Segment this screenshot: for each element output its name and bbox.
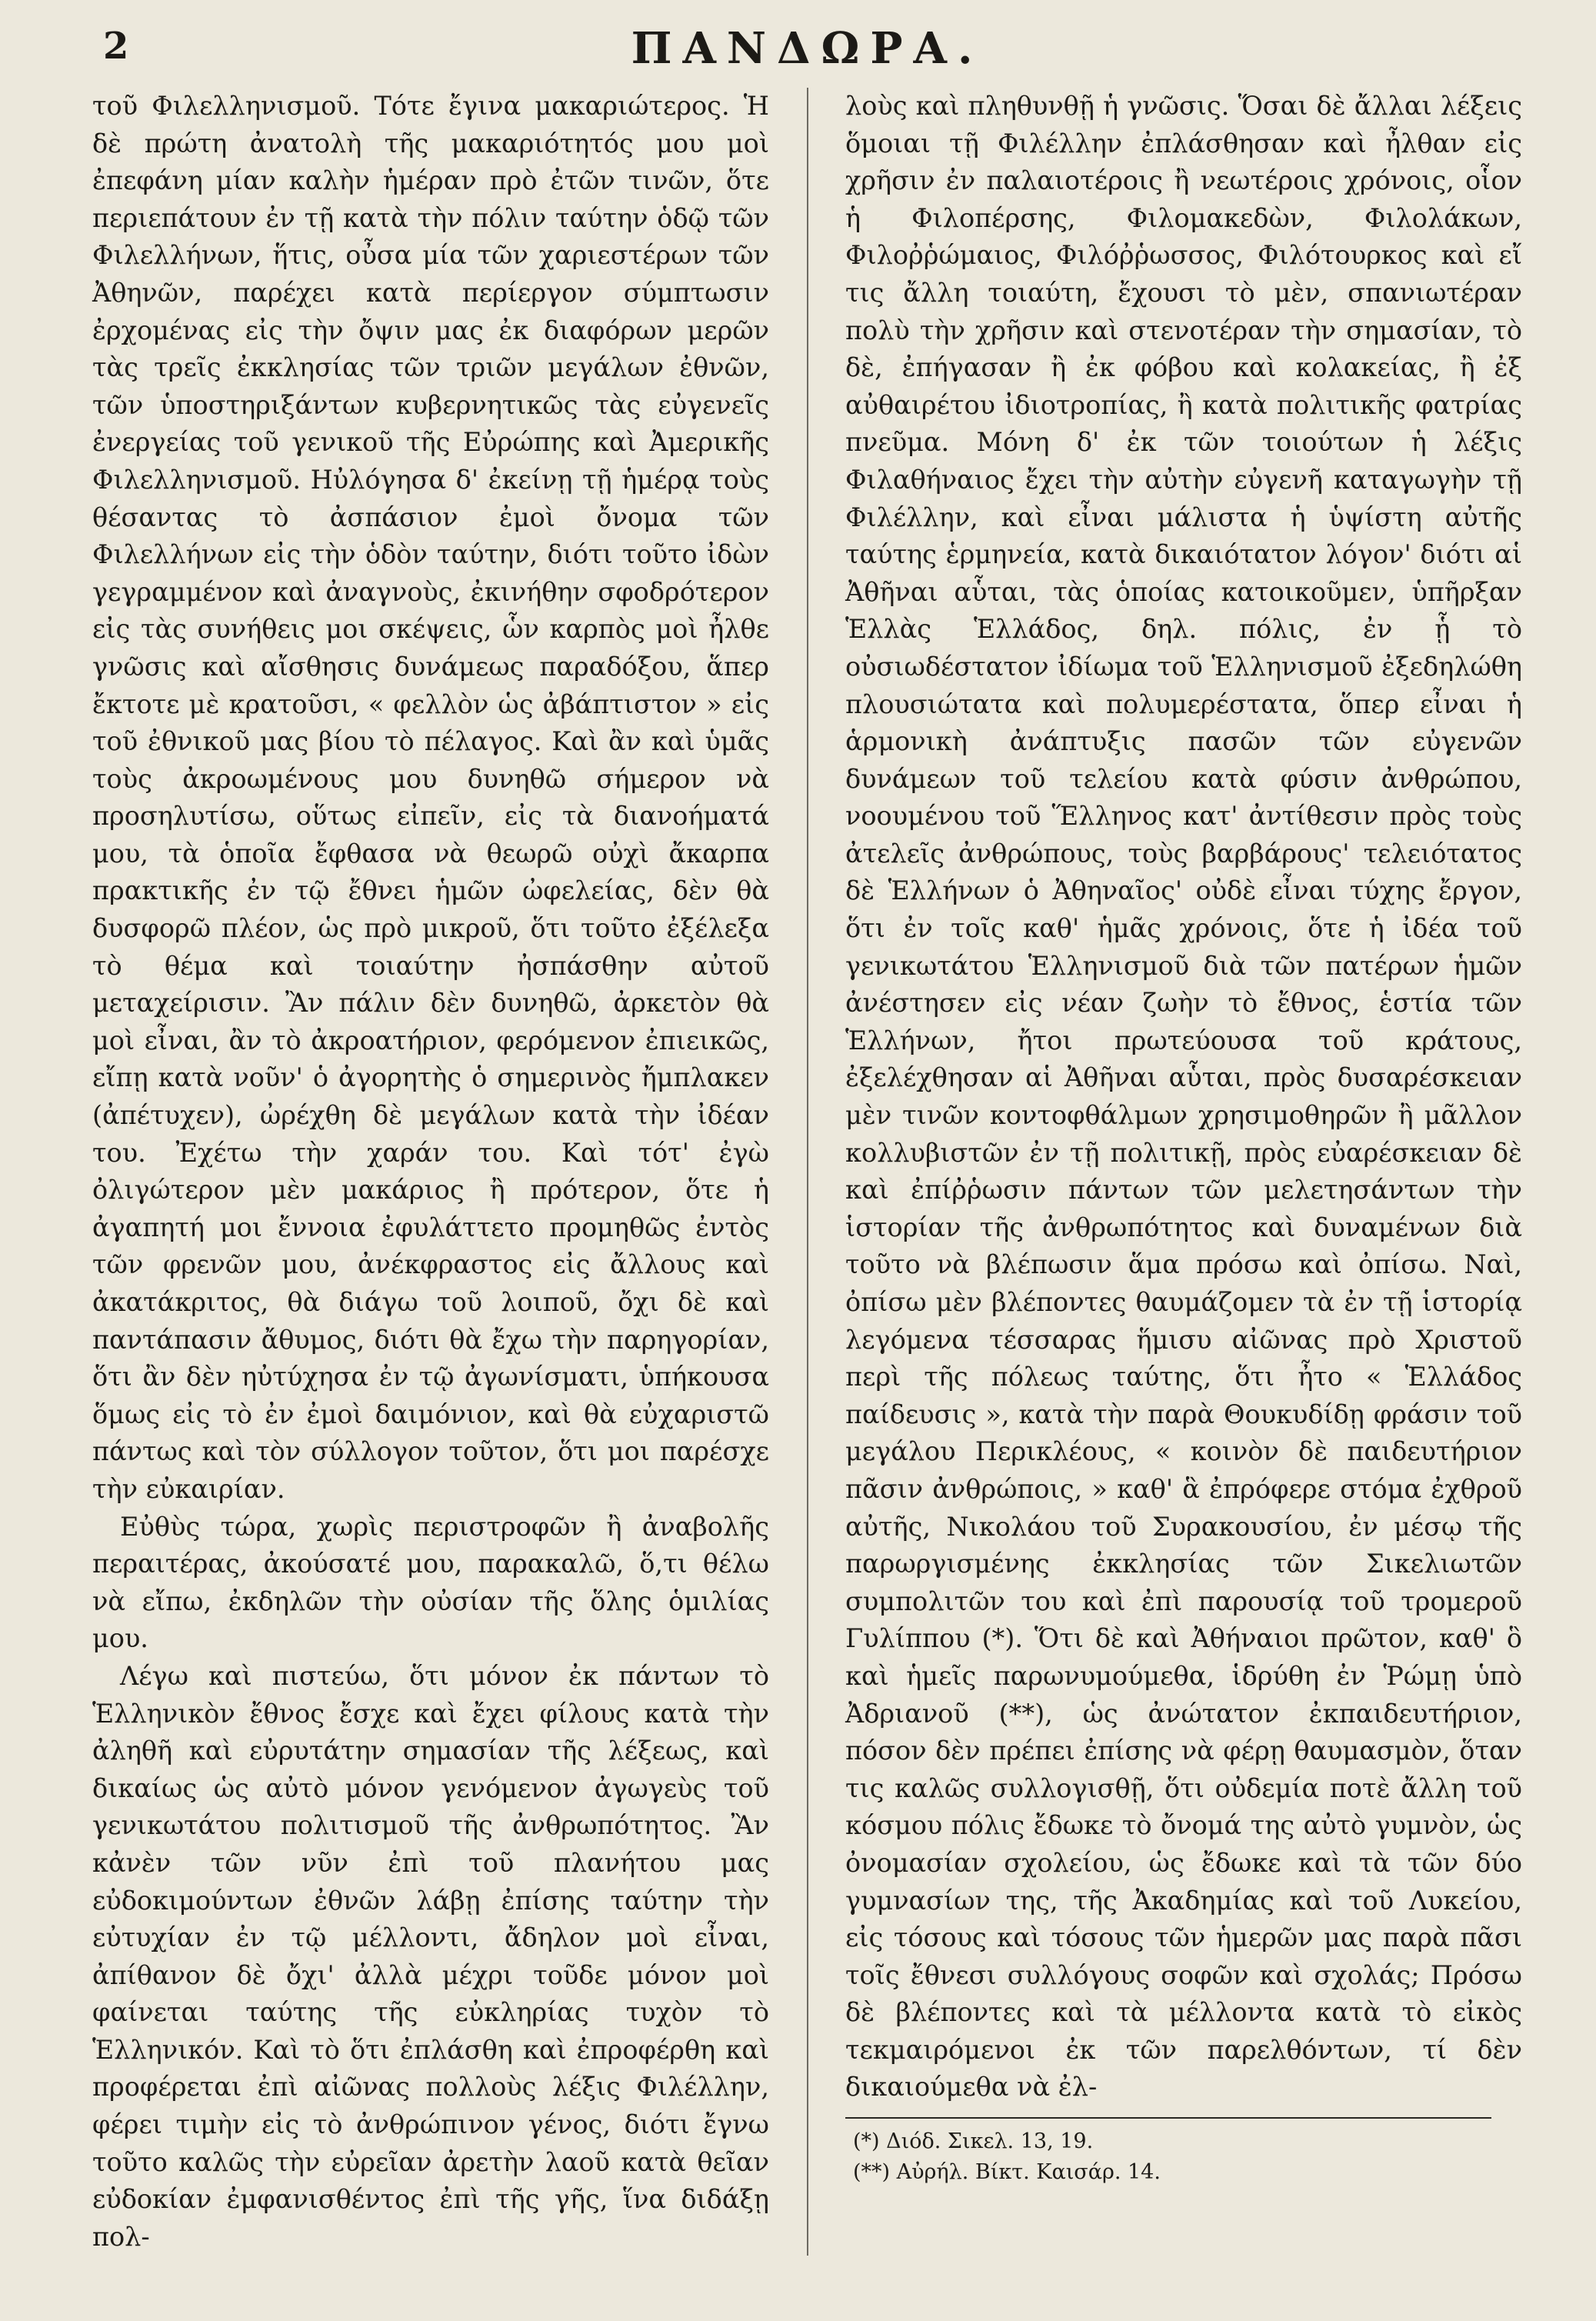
running-title: ΠΑΝΔΩΡΑ. — [631, 23, 984, 74]
column-divider — [807, 88, 808, 2256]
text-columns — [92, 88, 1522, 2256]
paragraph: λοὺς καὶ πληθυνθῇ ἡ γνῶσις. Ὅσαι δὲ ἄλλαι λέξεις ὅμοιαι τῇ Φιλέλλην ἐπλάσθησαν καὶ ἦλθαν εἰς χρῆσιν ἐν παλαιοτέροις ἢ νεωτέροις χρόνοις, οἷον ἡ Φιλοπέρσης, Φιλομακεδὼν, Φιλολάκων, Φιλοῤῥώμαιος, Φιλόῤῥωσσος, Φιλότουρκος καὶ εἴ τις ἄλλη τοιαύτη, ἔχουσι τὸ μὲν, σπανιωτέραν πολὺ τὴν χρῆσιν καὶ στενοτέραν τὴν σημασίαν, τὸ δὲ, ἐπήγασαν ἢ ἐκ φόβου καὶ κολακείας, ἢ ἐξ αὐθαιρέτου ἰδιοτροπίας, ἢ κατὰ πολιτικῆς φατρίας πνεῦμα. Μόνη δ' ἐκ τῶν τοιούτων ἡ λέξις Φιλαθήναιος ἔχει τὴν αὐτὴν εὐγενῆ καταγωγὴν τῇ Φιλέλλην, καὶ εἶναι μάλιστα ἡ ὑψίστη αὐτῆς ταύτης ἑρμηνεία, κατὰ δικαιότατον λόγον' διότι αἱ Ἀθῆναι αὗται, τὰς ὁποίας κατοικοῦμεν, ὑπῆρξαν Ἑλλὰς Ἑλλάδος, δηλ. πόλις, ἐν ᾗ τὸ οὐσιωδέστατον ἰδίωμα τοῦ Ἑλληνισμοῦ ἐξεδηλώθη πλουσιώτατα καὶ πολυμερέστατα, ὅπερ εἶναι ἡ ἁρμονικὴ ἀνάπτυξις πασῶν τῶν εὐγενῶν δυνάμεων τοῦ τελείου κατὰ φύσιν ἀνθρώπου, νοουμένου τοῦ Ἕλληνος κατ' ἀντίθεσιν πρὸς τοὺς ἀτελεῖς ἀνθρώπους, τοὺς βαρβάρους' τελειότατος δὲ Ἑλλήνων ὁ Ἀθηναῖος' οὐδὲ εἶναι τύχης ἔργον, ὅτι ἐν τοῖς καθ' ἡμᾶς χρόνοις, ὅτε ἡ ἰδέα τοῦ γενικωτάτου Ἑλληνισμοῦ διὰ τῶν πατέρων ἡμῶν ἀνέστησεν εἰς νέαν ζωὴν τὸ ἔθνος, ἑστία τῶν Ἑλλήνων, ἤτοι πρωτεύουσα τοῦ κράτους, ἐξελέχθησαν αἱ Ἀθῆναι αὗται, πρὸς δυσαρέσκειαν μὲν τινῶν κοντοφθάλμων χρησιμοθηρῶν ἢ μᾶλλον κολλυβιστῶν ἐν τῇ πολιτικῇ, πρὸς εὐαρέσκειαν δὲ καὶ ἐπίῤῥωσιν πάντων τῶν μελετησάντων τὴν ἱστορίαν τῆς ἀνθρωπότητος καὶ δυναμένων διὰ τοῦτο νὰ βλέπωσιν ἅμα πρόσω καὶ ὀπίσω. Ναὶ, ὀπίσω μὲν βλέποντες θαυμάζομεν τὰ ἐν τῇ ἱστορίᾳ λεγόμενα τέσσαρας ἥμισυ αἰῶνας πρὸ Χριστοῦ περὶ τῆς πόλεως ταύτης, ὅτι ἦτο « Ἑλλάδος παίδευσις », κατὰ τὴν παρὰ Θουκυδίδῃ φράσιν τοῦ μεγάλου Περικλέους, « κοινὸν δὲ παιδευτήριον πᾶσιν ἀνθρώποις, » καθ' ἃ ἐπρόφερε στόμα ἐχθροῦ αὐτῆς, Νικολάου τοῦ Συρακουσίου, ἐν μέσῳ τῆς παρωργισμένης ἐκκλησίας τῶν Σικελιωτῶν συμπολιτῶν του καὶ ἐπὶ παρουσίᾳ τοῦ τρομεροῦ Γυλίππου (*). Ὅτι δὲ καὶ Ἀθήναιοι πρῶτον, καθ' ὃ καὶ ἡμεῖς παρωνυμούμεθα, ἱδρύθη ἐν Ῥώμῃ ὑπὸ Ἀδριανοῦ (**), ὡς ἀνώτατον ἐκπαιδευτήριον, πόσον δὲν πρέπει ἐπίσης νὰ φέρῃ θαυμασμὸν, ὅταν τις καλῶς συλλογισθῇ, ὅτι οὐδεμία ποτὲ ἄλλη τοῦ κόσμου πόλις ἔδωκε τὸ ὄνομά της αὐτὸ γυμνὸν, ὡς ὀνομασίαν σχολείου, ὡς ἔδωκε καὶ τὰ τῶν δύο γυμνασίων της, τῆς Ἀκαδημίας καὶ τοῦ Λυκείου, εἰς τόσους καὶ τόσους τῶν ἡμερῶν μας παρὰ πᾶσι τοῖς ἔθνεσι συλλόγους σοφῶν καὶ σχολάς; Πρόσω δὲ βλέποντες καὶ τὰ μέλλοντα κατὰ τὸ εἰκὸς τεκμαιρόμενοι ἐκ τῶν παρελθόντων, τί δὲν δικαιούμεθα νὰ ἐλ- — [845, 91, 1522, 2103]
paragraph: τοῦ Φιλελληνισμοῦ. Τότε ἔγινα μακαριώτερος. Ἡ δὲ πρώτη ἀνατολὴ τῆς μακαριότητός μου μοὶ ἐπεφάνη μίαν καλὴν ἡμέραν πρὸ ἐτῶν τινῶν, ὅτε περιεπάτουν ἐν τῇ κατὰ τὴν πόλιν ταύτην ὁδῷ τῶν Φιλελλήνων, ἥτις, οὖσα μία τῶν χαριεστέρων τῶν Ἀθηνῶν, παρέχει κατὰ περίεργον σύμπτωσιν ἐρχομένας εἰς τὴν ὄψιν μας ἐκ διαφόρων μερῶν τὰς τρεῖς ἐκκλησίας τῶν τριῶν μεγάλων ἐθνῶν, τῶν ὑποστηριξάντων κυβερνητικῶς τὰς εὐγενεῖς ἐνεργείας τοῦ γενικοῦ τῆς Εὐρώπης καὶ Ἀμερικῆς Φιλελληνισμοῦ. Ηὐλόγησα δ' ἐκείνῃ τῇ ἡμέρᾳ τοὺς θέσαντας τὸ ἀσπάσιον ἐμοὶ ὄνομα τῶν Φιλελλήνων εἰς τὴν ὁδὸν ταύτην, διότι τοῦτο ἰδὼν γεγραμμένον καὶ ἀναγνοὺς, ἐκινήθην σφοδρότερον εἰς τὰς συνήθεις μοι σκέψεις, ὧν καρπὸς μοὶ ἦλθε γνῶσις καὶ αἴσθησις δυνάμεως παραδόξου, ἅπερ ἔκτοτε μὲ κρατοῦσι, « φελλὸν ὡς ἀβάπτιστον » εἰς τοῦ ἐθνικοῦ μας βίου τὸ πέλαγος. Καὶ ἂν καὶ ὑμᾶς τοὺς ἀκροωμένους μου δυνηθῶ σήμερον νὰ προσηλυτίσω, οὕτως εἰπεῖν, εἰς τὰ διανοήματά μου, τὰ ὁποῖα ἔφθασα νὰ θεωρῶ οὐχὶ ἄκαρπα πρακτικῆς ἐν τῷ ἔθνει ἡμῶν ὠφελείας, δὲν θὰ δυσφορῶ πλέον, ὡς πρὸ μικροῦ, ὅτι τοῦτο ἐξέλεξα τὸ θέμα καὶ τοιαύτην ἠσπάσθην αὐτοῦ μεταχείρισιν. Ἂν πάλιν δὲν δυνηθῶ, ἀρκετὸν θὰ μοὶ εἶναι, ἂν τὸ ἀκροατήριον, φερόμενον ἐπιεικῶς, εἴπῃ κατὰ νοῦν' ὁ ἀγορητὴς ὁ σημερινὸς ἤμπλακεν (ἀπέτυχεν), ὠρέχθη δὲ μεγάλων κατὰ τὴν ἰδέαν του. Ἐχέτω τὴν χαράν του. Καὶ τότ' ἐγὼ ὀλιγώτερον μὲν μακάριος ἢ πρότερον, ὅτε ἡ ἀγαπητή μοι ἔννοια ἐφυλάττετο προμηθῶς ἐντὸς τῶν φρενῶν μου, ἀνέκφραστος εἰς ἄλλους καὶ ἀκατάκριτος, θὰ διάγω τοῦ λοιποῦ, ὄχι δὲ καὶ παντάπασιν ἄθυμος, διότι θὰ ἔχω τὴν παρηγορίαν, ὅτι ἂν δὲν ηὐτύχησα ἐν τῷ ἀγωνίσματι, ὑπήκουσα ὅμως εἰς τὸ ἐν ἐμοὶ δαιμόνιον, καὶ θὰ εὐχαριστῶ πάντως καὶ τὸν σύλλογον τοῦτον, ὅτι μοι παρέσχε τὴν εὐκαιρίαν. — [92, 91, 769, 1504]
paragraph: Εὐθὺς τώρα, χωρὶς περιστροφῶν ἢ ἀναβολῆς περαιτέρας, ἀκούσατέ μου, παρακαλῶ, ὅ,τι θέλω νὰ εἴπω, ἐκδηλῶν τὴν οὐσίαν τῆς ὅλης ὁμιλίας μου. — [92, 1511, 769, 1654]
left-column — [92, 88, 769, 2256]
page-number: 2 — [103, 25, 129, 68]
page-header — [92, 23, 1522, 72]
footnote: (*) Διόδ. Σικελ. 13, 19. — [853, 2129, 1094, 2154]
right-column — [845, 88, 1522, 2256]
footnotes — [845, 2117, 1491, 2188]
footnote: (**) Αὐρήλ. Βίκτ. Καισάρ. 14. — [853, 2160, 1161, 2185]
paragraph: Λέγω καὶ πιστεύω, ὅτι μόνον ἐκ πάντων τὸ Ἑλληνικὸν ἔθνος ἔσχε καὶ ἔχει φίλους κατὰ τὴν ἀληθῆ καὶ εὐρυτάτην σημασίαν τῆς λέξεως, καὶ δικαίως ὡς αὐτὸ μόνον γενόμενον ἀγωγεὺς τοῦ γενικωτάτου πολιτισμοῦ τῆς ἀνθρωπότητος. Ἂν κἀνὲν τῶν νῦν ἐπὶ τοῦ πλανήτου μας εὐδοκιμούντων ἐθνῶν λάβῃ ἐπίσης ταύτην τὴν εὐτυχίαν ἐν τῷ μέλλοντι, ἄδηλον μοὶ εἶναι, ἀπίθανον δὲ ὄχι' ἀλλὰ μέχρι τοῦδε μόνον μοὶ φαίνεται ταύτης τῆς εὐκληρίας τυχὸν τὸ Ἑλληνικόν. Καὶ τὸ ὅτι ἐπλάσθη καὶ ἐπροφέρθη καὶ προφέρεται ἐπὶ αἰῶνας πολλοὺς λέξις Φιλέλλην, φέρει τιμὴν εἰς τὸ ἀνθρώπινον γένος, διότι ἔγνω τοῦτο καλῶς τὴν εὐρεῖαν ἀρετὴν λαοῦ κατὰ θεῖαν εὐδοκίαν ἐμφανισθέντος ἐπὶ τῆς γῆς, ἵνα διδάξῃ πολ- — [92, 1660, 769, 2252]
